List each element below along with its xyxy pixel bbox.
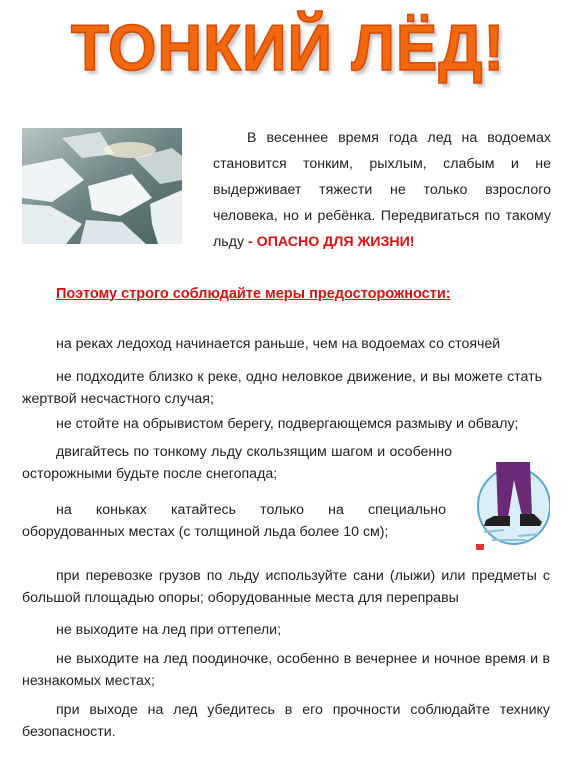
rule-item: двигайтесь по тонкому льду скользящим шагом и особенно осторожными будьте после снегопада; xyxy=(22,444,452,482)
intro-text: В весеннее время года лед на водоемах становится тонким, рыхлым, слабым и не выдерживает тяжести не только взрослого человека, но и ребёнка. Передвигаться по такому льду xyxy=(213,130,551,250)
rule-item: при перевозке грузов по льду используйте сани (лыжи) или предметы с большой площадью опоры; оборудованные места для переправы xyxy=(22,568,550,606)
rule-item: на реках ледоход начинается раньше, чем на водоемах со стоячей xyxy=(56,336,501,352)
page-title: ТОНКИЙ ЛЁД! xyxy=(70,12,506,85)
broken-ice-image xyxy=(22,128,182,244)
danger-warning: - ОПАСНО ДЛЯ ЖИЗНИ! xyxy=(248,234,415,250)
rule-item: не подходите близко к реке, одно неловкое движение, и вы можете стать жертвой несчастного случая; xyxy=(22,369,542,407)
rule-item: при выходе на лед убедитесь в его прочности соблюдайте технику безопасности. xyxy=(22,702,550,740)
precautions-heading: Поэтому строго соблюдайте меры предосторожности: xyxy=(56,286,451,302)
rule-item: не выходите на лед поодиночке, особенно в вечернее и ночное время и в незнакомых местах; xyxy=(22,651,550,689)
rule-item: не стойте на обрывистом берегу, подвергающемся размыву и обвалу; xyxy=(56,416,519,432)
rule-item: на коньках катайтесь только на специально оборудованных местах (с толщиной льда более 10 см); xyxy=(22,502,446,540)
rule-item: не выходите на лед при оттепели; xyxy=(56,622,282,638)
intro-paragraph xyxy=(213,125,551,255)
walking-on-ice-image xyxy=(474,456,550,552)
